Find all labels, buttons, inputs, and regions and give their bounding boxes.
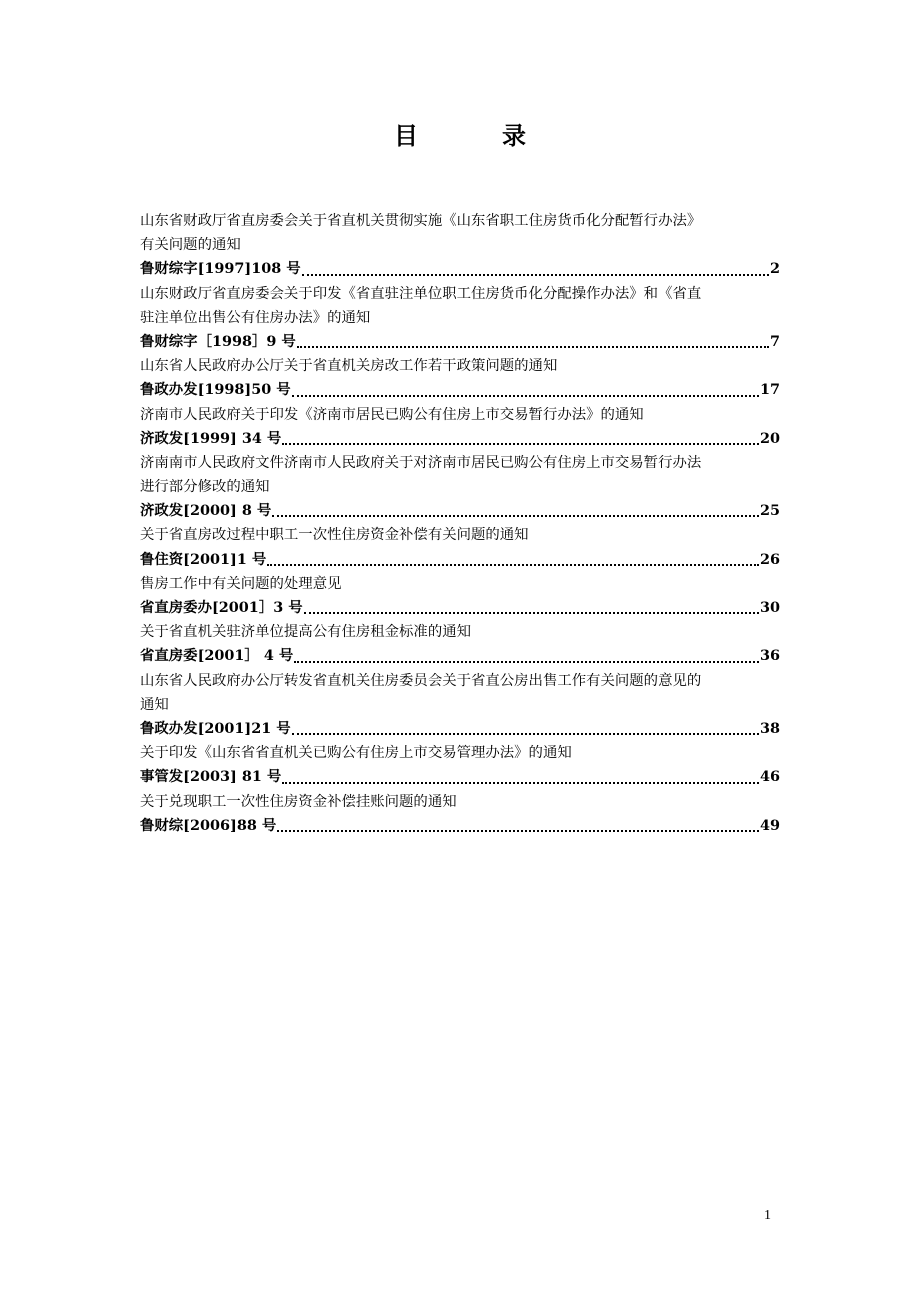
toc-entry[interactable] <box>140 403 780 451</box>
toc-entry[interactable] <box>140 523 780 571</box>
dot-leader <box>282 782 759 784</box>
toc-entry[interactable] <box>140 741 780 789</box>
toc-entry-title-line: 关于兑现职工一次性住房资金补偿挂账问题的通知 <box>140 793 457 810</box>
document-number: 鲁政办发[1998]50 号 <box>140 381 291 399</box>
table-of-contents <box>140 209 780 838</box>
document-number: 鲁财综字[1997]108 号 <box>140 260 301 278</box>
dot-leader <box>302 274 769 276</box>
toc-page-number: 20 <box>759 429 780 447</box>
dot-leader <box>277 830 759 832</box>
document-number: 济政发[2000] 8 号 <box>140 502 272 520</box>
toc-page-number: 46 <box>759 768 780 786</box>
toc-entry-title-line: 济南南市人民政府文件济南市人民政府关于对济南市居民已购公有住房上市交易暂行办法 <box>140 454 702 471</box>
toc-entry-title-line: 山东财政厅省直房委会关于印发《省直驻注单位职工住房货币化分配操作办法》和《省直 <box>140 285 702 302</box>
dot-leader <box>294 661 759 663</box>
toc-page-number: 30 <box>759 598 780 616</box>
toc-entry-title-line: 山东省人民政府办公厅关于省直机关房改工作若干政策问题的通知 <box>140 358 558 375</box>
toc-entry-title-line: 进行部分修改的通知 <box>140 479 270 496</box>
toc-page-number: 49 <box>759 816 780 834</box>
toc-entry-title-line: 关于印发《山东省省直机关已购公有住房上市交易管理办法》的通知 <box>140 745 572 762</box>
toc-entry-reference-line[interactable] <box>140 427 780 451</box>
toc-page-number: 7 <box>769 332 780 350</box>
toc-entry-reference-line[interactable] <box>140 596 780 620</box>
toc-entry-reference-line[interactable] <box>140 499 780 523</box>
toc-entry-title-line: 关于省直机关驻济单位提高公有住房租金标准的通知 <box>140 624 471 641</box>
document-number: 鲁住资[2001]1 号 <box>140 550 267 568</box>
title-char-1: 目 <box>394 122 418 150</box>
toc-entry-title-line: 有关问题的通知 <box>140 237 241 254</box>
toc-entry-title-line: 通知 <box>140 696 169 713</box>
document-number: 省直房委[2001］ 4 号 <box>140 647 294 665</box>
toc-entry[interactable] <box>140 451 780 524</box>
toc-entry[interactable] <box>140 209 780 282</box>
toc-entry[interactable] <box>140 572 780 620</box>
document-number: 事管发[2003] 81 号 <box>140 768 282 786</box>
toc-page-number: 26 <box>759 550 780 568</box>
toc-entry[interactable] <box>140 354 780 402</box>
toc-entry-reference-line[interactable] <box>140 330 780 354</box>
toc-entry-title-line: 济南市人民政府关于印发《济南市居民已购公有住房上市交易暂行办法》的通知 <box>140 406 644 423</box>
page-number: 1 <box>764 1208 771 1223</box>
dot-leader <box>292 395 759 397</box>
toc-entry[interactable] <box>140 790 780 838</box>
toc-entry[interactable] <box>140 282 780 355</box>
toc-entry-reference-line[interactable] <box>140 717 780 741</box>
toc-entry-title-line: 关于省直房改过程中职工一次性住房资金补偿有关问题的通知 <box>140 527 529 544</box>
document-number: 鲁政办发[2001]21 号 <box>140 719 291 737</box>
dot-leader <box>282 443 759 445</box>
document-number: 省直房委办[2001］3 号 <box>140 598 303 616</box>
dot-leader <box>304 612 759 614</box>
toc-page-number: 17 <box>759 381 780 399</box>
dot-leader <box>292 733 759 735</box>
dot-leader <box>267 564 759 566</box>
document-number: 鲁财综字［1998］9 号 <box>140 332 296 350</box>
toc-page-number: 36 <box>759 647 780 665</box>
dot-leader <box>297 346 769 348</box>
toc-page-number: 38 <box>759 719 780 737</box>
title-char-2: 录 <box>502 122 526 150</box>
toc-page-number: 25 <box>759 502 780 520</box>
toc-entry-reference-line[interactable] <box>140 548 780 572</box>
toc-entry-title-line: 山东省财政厅省直房委会关于省直机关贯彻实施《山东省职工住房货币化分配暂行办法》 <box>140 213 702 229</box>
dot-leader <box>272 515 759 517</box>
toc-page-number: 2 <box>769 260 780 278</box>
toc-entry-title-line: 山东省人民政府办公厅转发省直机关住房委员会关于省直公房出售工作有关问题的意见的 <box>140 672 702 689</box>
toc-entry-reference-line[interactable] <box>140 644 780 668</box>
toc-entry-reference-line[interactable] <box>140 765 780 789</box>
toc-entry-reference-line[interactable] <box>140 814 780 838</box>
toc-entry[interactable] <box>140 669 780 742</box>
toc-entry-reference-line[interactable] <box>140 378 780 402</box>
toc-entry-title-line: 售房工作中有关问题的处理意见 <box>140 575 342 592</box>
toc-entry-reference-line[interactable] <box>140 257 780 281</box>
toc-entry[interactable] <box>140 620 780 668</box>
toc-entry-title-line: 驻注单位出售公有住房办法》的通知 <box>140 309 371 326</box>
document-number: 济政发[1999] 34 号 <box>140 429 282 447</box>
document-number: 鲁财综[2006]88 号 <box>140 816 277 834</box>
page-title <box>0 120 920 152</box>
